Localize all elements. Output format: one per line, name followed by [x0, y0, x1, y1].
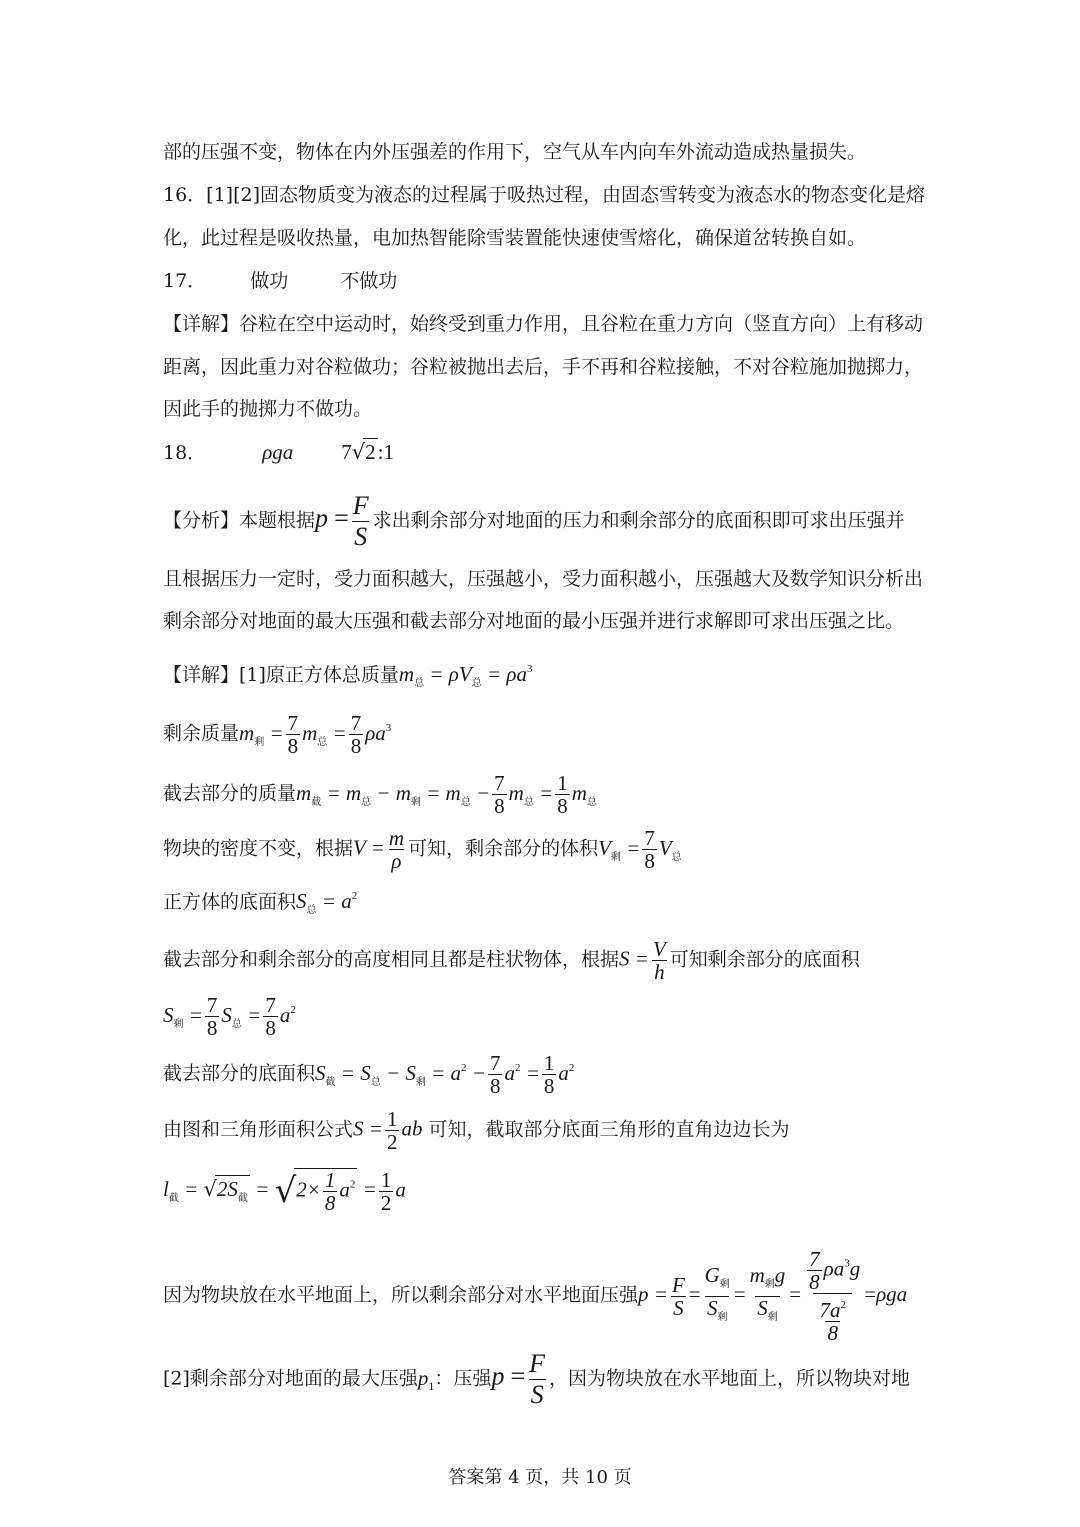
text-line-detail-18-10: $l_截 = √2S_截 = √2\times$ $\frac{1}{8}$ $a^2$ = $\frac{1}{2}$ a: [163, 1167, 406, 1215]
question-number-17: 17．: [163, 270, 207, 292]
text-line-detail-18-11: 因为物块放在水平地面上，所以剩余部分对水平地面压强p = $\frac{F}{S}$ = $\frac{G_剩}{S_剩}$ = $\frac{m_剩g}{S_剩}$ = $\frac{7}{8}$ $\rho a^3g$ $\frac{7a^2}{8}$ =ρga: [163, 1247, 908, 1345]
question-number-18: 18．: [163, 442, 207, 464]
text-line-analysis-2: 且根据压力一定时，受力面积越大，压强越小，受力面积越小，压强越大及数学知识分析出: [163, 568, 924, 590]
text-line-detail-18-5: 正方体的底面积$S_总 = a^2$: [163, 889, 358, 916]
text-line-detail-18-12: [2]剩余部分对地面的最大压强$p_1$：压强p = $\frac{F}{S}$ ，因为物块放在水平地面上，所以物块对地: [163, 1349, 911, 1409]
formula-pressure: $\frac{F}{S}$: [352, 491, 369, 551]
text-line-detail-18-3: 截去部分的质量$m_截 = m_总 - m_剩 = m_总$ − $\frac{7}{8}$ $m_总$ = $\frac{1}{8}$ $m_总$: [163, 771, 597, 818]
q17-answer-1: 做功: [250, 270, 289, 292]
text-line-3: 化，此过程是吸收热量，电加热智能除雪装置能快速使雪熔化，确保道岔转换自如。: [163, 227, 867, 249]
q18-answer-2: 7√2:1: [341, 440, 395, 464]
text-line-detail-18-6: 截去部分和剩余部分的高度相同且都是柱状物体，根据S = $\frac{V}{h}$ 可知剩余部分的底面积: [163, 937, 860, 984]
q17-answer-2: 不做功: [340, 270, 398, 292]
q18-answer-1: ρga: [262, 440, 294, 464]
text-line-detail-17c: 因此手的抛掷力不做功。: [163, 398, 373, 420]
text-line-detail-18-2: 剩余质量$m_剩$ = $\frac{7}{8}$ $m_总$ = $\frac{7}{8}$ $\rho a^3$: [163, 711, 392, 758]
text-line-q16: 16．[1][2]固态物质变为液态的过程属于吸热过程，由固态雪转变为液态水的物态变化是熔: [163, 184, 926, 206]
text-line-detail-17b: 距离，因此重力对谷粒做功；谷粒被抛出去后，手不再和谷粒接触，不对谷粒施加抛掷力，: [163, 356, 924, 378]
text-line-analysis-1: 【分析】本题根据p = $\frac{F}{S}$ 求出剩余部分对地面的压力和剩余部分的底面积即可求出压强并: [163, 491, 905, 551]
answer-q17: [163, 268, 397, 294]
answer-q18: [163, 438, 394, 466]
page-footer: 答案第 4 页，共 10 页: [448, 1467, 632, 1488]
text-line-detail-18-4: 物块的密度不变，根据V = $\frac{m}{\rho}$ 可知，剩余部分的体积$V_剩$ = $\frac{7}{8}$ $V_总$: [163, 826, 682, 873]
text-line-detail-17a: 【详解】谷粒在空中运动时，始终受到重力作用，且谷粒在重力方向（竖直方向）上有移动: [163, 313, 924, 335]
text-line-detail-18-9: 由图和三角形面积公式S = $\frac{1}{2}$ ab 可知，截取部分底面三角形的直角边边长为: [163, 1107, 790, 1154]
text-line-1: 部的压强不变，物体在内外压强差的作用下，空气从车内向车外流动造成热量损失。: [163, 141, 867, 163]
text-line-detail-18-8: 截去部分的底面积$S_截 = S_总 - S_剩 = a^2$ − $\frac{7}{8}$ $a^2$ = $\frac{1}{8}$ $a^2$: [163, 1051, 575, 1098]
text-line-detail-18-1: 【详解】[1]原正方体总质量$m_总 = \rho V_总 = \rho a^3$: [163, 662, 533, 689]
text-line-analysis-3: 剩余部分对地面的最大压强和截去部分对地面的最小压强并进行求解即可求出压强之比。: [163, 610, 905, 632]
text-line-detail-18-7: $S_剩$ = $\frac{7}{8}$ $S_总$ = $\frac{7}{8}$ $a^2$: [163, 993, 296, 1040]
